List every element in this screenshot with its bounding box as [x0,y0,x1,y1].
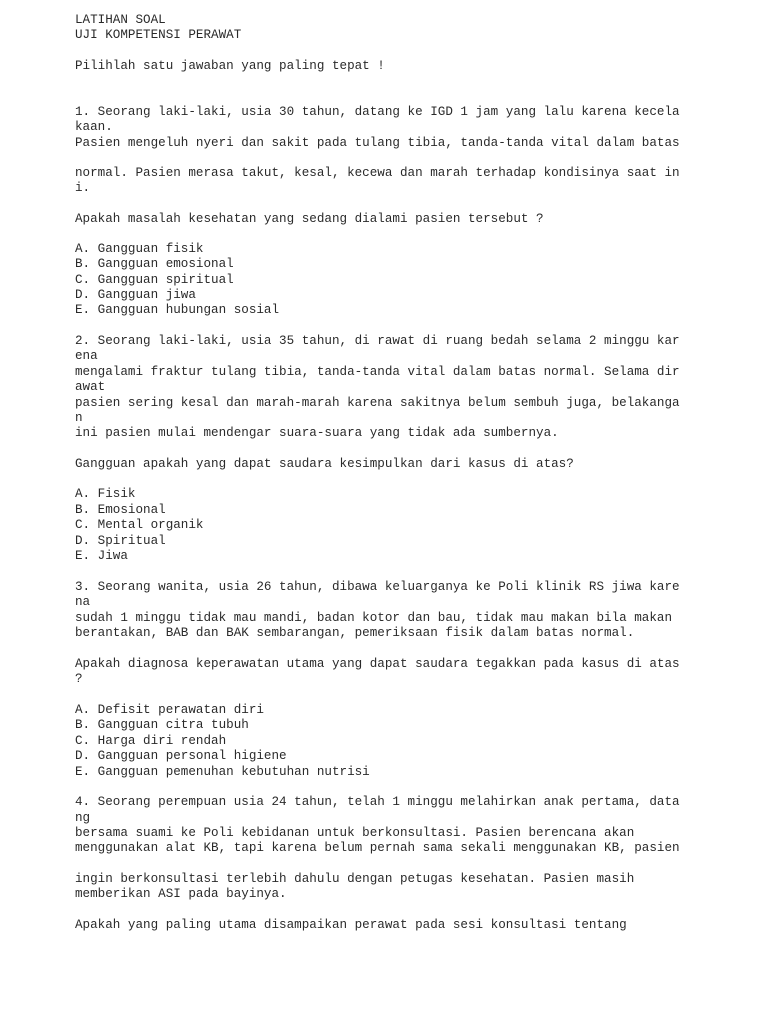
question-2-stem-line: ena [75,349,98,363]
question-2-stem-line: ini pasien mulai mendengar suara-suara yang tidak ada sumbernya. [75,426,559,440]
question-4-stem-line: bersama suami ke Poli kebidanan untuk berkonsultasi. Pasien berencana akan [75,826,635,840]
document-subtitle: UJI KOMPETENSI PERAWAT [75,28,242,42]
question-4-stem-line: memberikan ASI pada bayinya. [75,887,287,901]
question-1-prompt: Apakah masalah kesehatan yang sedang dialami pasien tersebut ? [75,212,544,226]
question-4-stem-line: 4. Seorang perempuan usia 24 tahun, telah 1 minggu melahirkan anak pertama, data [75,795,680,809]
question-3-stem-line: berantakan, BAB dan BAK sembarangan, pemeriksaan fisik dalam batas normal. [75,626,635,640]
question-3-prompt: Apakah diagnosa keperawatan utama yang dapat saudara tegakkan pada kasus di atas [75,657,680,671]
question-3-option: E. Gangguan pemenuhan kebutuhan nutrisi [75,765,370,779]
question-3-prompt: ? [75,672,83,686]
question-1-option: D. Gangguan jiwa [75,288,196,302]
question-3-stem-line: 3. Seorang wanita, usia 26 tahun, dibawa keluarganya ke Poli klinik RS jiwa kare [75,580,680,594]
question-3-stem-line: na [75,595,91,609]
question-3-option: A. Defisit perawatan diri [75,703,264,717]
question-4-stem-line: ingin berkonsultasi terlebih dahulu dengan petugas kesehatan. Pasien masih [75,872,635,886]
question-2-option: D. Spiritual [75,534,166,548]
question-3-option: D. Gangguan personal higiene [75,749,287,763]
question-4-prompt: Apakah yang paling utama disampaikan perawat pada sesi konsultasi tentang [75,918,627,932]
question-1-stem-line: normal. Pasien merasa takut, kesal, kecewa dan marah terhadap kondisinya saat in [75,166,680,180]
question-3-stem-line: sudah 1 minggu tidak mau mandi, badan kotor dan bau, tidak mau makan bila makan [75,611,673,625]
question-4-stem-line: ng [75,811,91,825]
question-3-option: C. Harga diri rendah [75,734,227,748]
question-1-option: E. Gangguan hubungan sosial [75,303,280,317]
question-1-option: B. Gangguan emosional [75,257,234,271]
question-2-option: A. Fisik [75,487,136,501]
question-1-stem-line: Pasien mengeluh nyeri dan sakit pada tulang tibia, tanda-tanda vital dalam batas [75,136,680,150]
question-2-option: B. Emosional [75,503,166,517]
instruction: Pilihlah satu jawaban yang paling tepat ! [75,59,385,73]
question-1-stem-line: kaan. [75,120,113,134]
question-2-prompt: Gangguan apakah yang dapat saudara kesimpulkan dari kasus di atas? [75,457,574,471]
question-2-stem-line: mengalami fraktur tulang tibia, tanda-tanda vital dalam batas normal. Selama dir [75,365,680,379]
question-2-option: E. Jiwa [75,549,128,563]
question-1-stem-line: 1. Seorang laki-laki, usia 30 tahun, datang ke IGD 1 jam yang lalu karena kecela [75,105,680,119]
question-2-stem-line: pasien sering kesal dan marah-marah karena sakitnya belum sembuh juga, belakanga [75,396,680,410]
question-3-option: B. Gangguan citra tubuh [75,718,249,732]
question-2-option: C. Mental organik [75,518,204,532]
question-1-stem-line: i. [75,181,91,195]
question-4-stem-line: menggunakan alat KB, tapi karena belum pernah sama sekali menggunakan KB, pasien [75,841,680,855]
question-2-stem-line: 2. Seorang laki-laki, usia 35 tahun, di rawat di ruang bedah selama 2 minggu kar [75,334,680,348]
question-1-option: A. Gangguan fisik [75,242,204,256]
question-1-option: C. Gangguan spiritual [75,273,234,287]
question-2-stem-line: n [75,411,83,425]
document-title: LATIHAN SOAL [75,13,166,27]
question-2-stem-line: awat [75,380,106,394]
